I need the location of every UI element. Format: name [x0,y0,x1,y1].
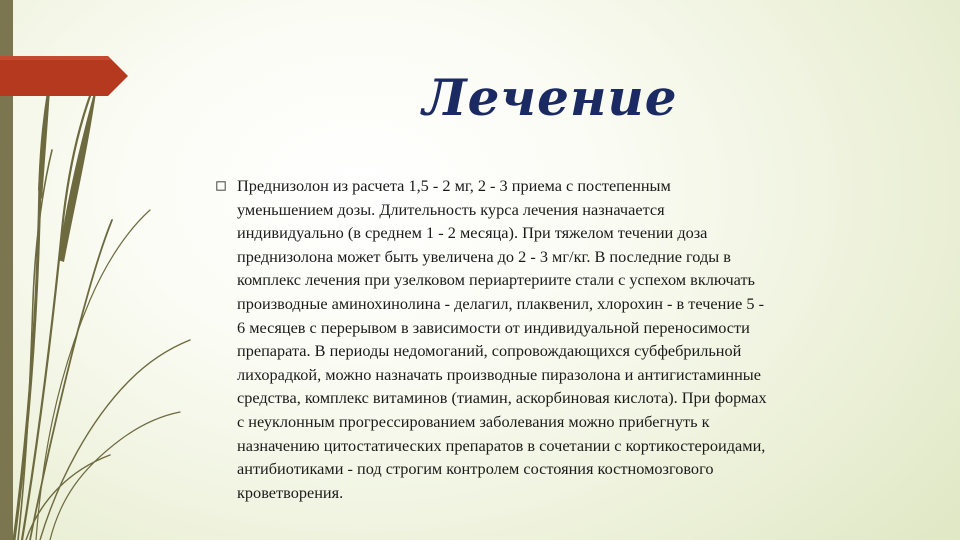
body-line: лихорадкой, можно назначать производные пиразолона и антигистаминные [237,364,761,384]
body-line: уменьшением дозы. Длительность курса лечения назначается [237,199,665,219]
body-line: с неуклонным прогрессированием заболевания можно прибегнуть к [237,411,710,431]
body-line: назначению цитостатических препаратов в сочетании с кортикостероидами, [237,435,766,455]
body-line: Преднизолон из расчета 1,5 - 2 мг, 2 - 3 приема с постепенным [237,176,671,195]
body-line: антибиотиками - под строгим контролем состояния костномозгового [237,459,714,479]
slide-title: Лечение [422,68,678,127]
body-line: индивидуально (в среднем 1 - 2 месяца). При тяжелом течении доза [237,223,708,243]
body-line: кроветворения. [237,482,344,502]
body-line: препарата. В периоды недомоганий, сопровождающихся субфебрильной [237,341,742,361]
body-paragraph [237,174,897,504]
accent-tab-icon [0,56,128,96]
body-line: средства, комплекс витаминов (тиамин, аскорбиновая кислота). При формах [237,388,767,408]
body-line: производные аминохинолина - делагил, плаквенил, хлорохин - в течение 5 - [237,293,765,313]
body-line: преднизолона может быть увеличена до 2 - 3 мг/кг. В последние годы в [237,246,731,266]
square-bullet-icon [216,181,226,191]
body-line: комплекс лечения при узелковом периартериите стали с успехом включать [237,270,755,290]
body-line: 6 месяцев с перерывом в зависимости от индивидуальной переносимости [237,317,750,337]
